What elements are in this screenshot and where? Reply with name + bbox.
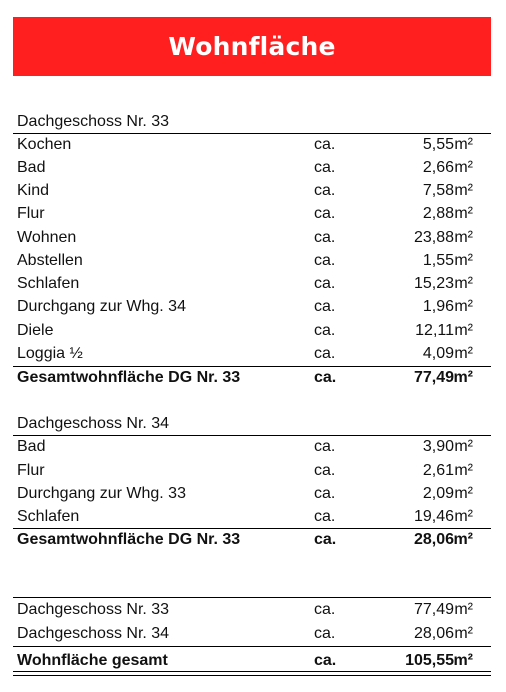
- page-title: Wohnfläche: [168, 32, 336, 61]
- section-heading-dg33: Dachgeschoss Nr. 33: [17, 113, 170, 130]
- section-heading-dg34: Dachgeschoss Nr. 34: [17, 415, 170, 432]
- table-row: Loggia ½ ca. 4,09 m²: [17, 345, 473, 362]
- table-row: Kind ca. 7,58 m²: [17, 182, 473, 199]
- table-row: Kochen ca. 5,55 m²: [17, 136, 473, 153]
- table-row: Flur ca. 2,61 m²: [17, 462, 473, 479]
- double-underline: [13, 671, 491, 676]
- table-row: Durchgang zur Whg. 33 ca. 2,09 m²: [17, 485, 473, 502]
- table-row: Bad ca. 3,90 m²: [17, 438, 473, 455]
- divider: [13, 646, 491, 647]
- table-row: Schlafen ca. 15,23 m²: [17, 275, 473, 292]
- total-row: Gesamtwohnfläche DG Nr. 33 ca. 77,49 m²: [17, 369, 473, 386]
- total-row: Gesamtwohnfläche DG Nr. 33 ca. 28,06 m²: [17, 531, 473, 548]
- summary-row: Dachgeschoss Nr. 33 ca. 77,49 m²: [17, 601, 473, 618]
- table-row: Durchgang zur Whg. 34 ca. 1,96 m²: [17, 298, 473, 315]
- table-row: Flur ca. 2,88 m²: [17, 205, 473, 222]
- table-row: Diele ca. 12,11 m²: [17, 322, 473, 339]
- grand-total-row: Wohnfläche gesamt ca. 105,55 m²: [17, 652, 473, 669]
- table-row: Abstellen ca. 1,55 m²: [17, 252, 473, 269]
- table-row: Schlafen ca. 19,46 m²: [17, 508, 473, 525]
- title-banner: [13, 17, 491, 76]
- table-row: Bad ca. 2,66 m²: [17, 159, 473, 176]
- table-row: Wohnen ca. 23,88 m²: [17, 229, 473, 246]
- summary-row: Dachgeschoss Nr. 34 ca. 28,06 m²: [17, 625, 473, 642]
